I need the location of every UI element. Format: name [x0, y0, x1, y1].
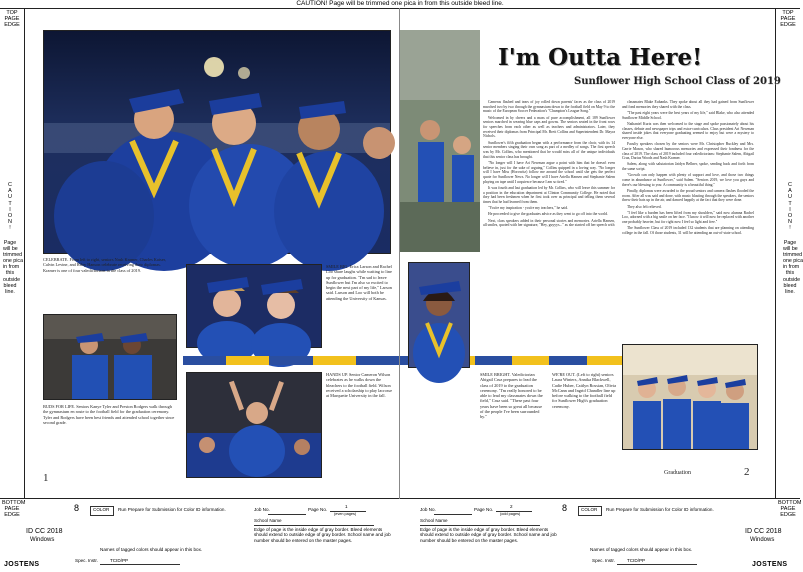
caption-celebrate: CELEBRATE. From left to right, seniors Nash Kramer, Charles Kaiser, Calvin Levine, and Riley Hanson celebrate receiving their diplomas. Kramer is one of four valedictorians in the class of 2019. — [43, 257, 166, 273]
jostens-logo-left: JOSTENS — [4, 561, 40, 568]
photo-were-out — [622, 344, 758, 450]
story-paragraph: classmates Blake Eubanks. They spoke about all they had gained from Sunflower and fond memories they shared with the class. — [622, 100, 754, 109]
form-left-spec-label: Spec. Instr. — [75, 558, 98, 563]
story-paragraph: Finally, diplomas were awarded to the proud seniors and camera flashes flooded the room. After all was said and done, with music blasting through the speakers, the seniors threw their hats up in the air, and danced happily at the fact that they were done. — [622, 188, 754, 203]
bottom-page-edge-left: BOTTOM PAGE EDGE — [2, 500, 26, 519]
story-paragraph: Next, class speakers added in their personal stories and memories. Ariella Hansen, all smiles, quoted with her signature, "Hey, guyyys..." as she started off her speech with — [483, 218, 615, 228]
story-paragraph: They also felt relieved. — [627, 204, 662, 209]
form-left-color-label: COLOR — [93, 507, 110, 512]
bottom-page-edge-right: BOTTOM PAGE EDGE — [778, 500, 802, 519]
story-paragraph: "I feel like a burden has been lifted from my shoulders," said now alumna Rachel Loo, adorned with a big smile on her face. "I know it will now be replaced with another one probably heavier, but for right now I feel so light and free." — [622, 210, 754, 225]
jostens-logo-right: JOSTENS — [752, 561, 788, 568]
top-bleed-line — [0, 8, 800, 9]
story-paragraph: Salem, along with salutatorian Jaidyn Bellner, spoke, sending back and forth from the same script. — [622, 162, 754, 172]
form-right-school-field — [420, 525, 540, 526]
photo-hands-up — [186, 372, 322, 478]
form-right-prepare-note: Run Prepare for Submission for Color ID information. — [606, 507, 714, 512]
story-paragraph: Cameras flashed and tears of joy rolled down parents' faces as the class of 2019 marched two by two through the gymnasium down to the football field on May 9 to the music of the European Soccer Federation's "Champion's League Song." — [483, 100, 615, 114]
story-column-2 — [622, 100, 754, 237]
caution-vertical-left: C A U T I O N ! — [7, 182, 13, 232]
photo-smile-big — [186, 264, 322, 348]
form-right-spec-label: Spec. Instr. — [592, 558, 615, 563]
trim-note-right: Page will be trimmed one pica in from this outside bleed line. — [783, 240, 803, 295]
photo-smile-big-graphic — [187, 265, 321, 347]
caution-banner: CAUTION! Page will be trimmed one pica in from this outside bleed line. — [296, 0, 504, 7]
story-paragraph: Sunflower's fifth graduation began with a performance from the choir, with its 14 senior members singing their own song as part of a medley of songs. The first speech was by Mr. Collins, who mentioned that he would miss all of the unique individuals that this senior class has brought. — [483, 140, 615, 159]
form-left-job-no-field — [268, 514, 306, 515]
form-left-id-version: ID CC 2018 — [26, 528, 63, 535]
form-right-job-no-field — [434, 514, 472, 515]
caption-smile-big: SMILE BIG. Erica Larson and Rachel Loo share laughs while waiting to line up for graduation. "I'm sad to leave Sunflower but I'm also so excited to begin the next part of my life," Larson said. Larson and Loo will both be attending the University of Kansas. — [326, 264, 392, 301]
form-left-job-no-label: Job No. — [254, 507, 270, 512]
form-right-spec-field — [617, 564, 697, 565]
form-right-tcidpp: TCID/PP — [627, 558, 646, 563]
form-right-job-no-label: Job No. — [420, 507, 436, 512]
caption-buds-for-life: BUDS FOR LIFE. Seniors Kanye Tyler and Preston Rodgers walk through the gymnasium en route to the football field for the graduation ceremony. Tyler and Rodgers have been best friends and attended school together since second grade. — [43, 404, 175, 425]
photo-smile-bright-graphic — [409, 263, 469, 367]
folio-right: 2 — [744, 466, 750, 478]
bottom-trim-line — [0, 498, 800, 499]
form-right-even-odd: (odd pages) — [500, 512, 521, 516]
form-right-school-name-label: School Name — [420, 518, 448, 523]
accent-band-left — [183, 356, 399, 365]
story-paragraph: Faculty speakers chosen by the seniors were Mr. Christopher Buckley and Mrs. Carrie Mason, who shared humorous memories and expressed their fondness for the class of 2019. The class of 2019 included four valedictorians: Stephanie Salem, Abigail Cruz, Darius Woods and Nash Kramer. — [622, 142, 754, 161]
story-paragraph: The Sunflower Class of 2019 included 132 students that are planning on attending college in the fall. Of those students, 31 will be attending an out-of-state school. — [622, 226, 754, 236]
form-left-page-number: 8 — [74, 503, 80, 513]
photo-smile-bright — [408, 262, 470, 368]
trim-note-left: Page will be trimmed one pica in from this outside bleed line. — [3, 240, 24, 295]
form-left-tcidpp: TCID/PP — [110, 558, 129, 563]
photo-crowd-background — [400, 30, 480, 252]
form-right-page-number: 8 — [562, 503, 568, 513]
story-paragraph: "You're my inspiration - you're my teachers," he said. — [488, 206, 569, 211]
story-paragraph: "No longer will I have Ari Newman argue a point with him that he doesn't even believe in, just for the sake of arguing," Collins quipped in a loving way. "No longer will I have Miss (Horowitz) follow me around the school until she gets the perfect quote for Sunflower News. No longer will I have Ariella Hansen and Stephanie Salem playing on tape until I acquiesce because I am so tired." — [483, 160, 615, 184]
form-right-tagged-note: Names of tagged colors should appear in this box. — [590, 547, 693, 552]
section-label: Graduation — [664, 470, 691, 476]
caution-vertical-right: C A U T I O N ! — [787, 182, 793, 232]
photo-hands-up-graphic — [187, 373, 321, 477]
form-left-page-value: 1 — [345, 504, 348, 509]
form-left-school-name-label: School Name — [254, 518, 282, 523]
folio-left: 1 — [43, 472, 49, 484]
page-title: I'm Outta Here! — [498, 44, 703, 71]
photo-were-out-graphic — [623, 345, 757, 449]
story-paragraph: "Growth can only happen with plenty of support and love, and those two things come in abundance at Sunflower," said Salem. "Seniors 2019, we love you guys and there's our blessing to you: A community is a beautiful thing." — [622, 173, 754, 187]
form-right-page-value: 2 — [510, 504, 513, 509]
left-trim-line — [24, 8, 25, 499]
top-page-edge-right: TOP PAGE EDGE — [780, 10, 796, 29]
form-left-prepare-note: Run Prepare for Submission for Color ID information. — [118, 507, 226, 512]
form-left-os: Windows — [30, 537, 55, 543]
form-left-spec-field — [100, 564, 180, 565]
form-right-id-version: ID CC 2018 — [745, 528, 782, 535]
form-right-os: Windows — [750, 537, 775, 543]
caption-hands-up: HANDS UP. Senior Cameron Wilson celebrates as he walks down the bleachers to the football field. Wilson received a scholarship to play lacrosse at Marquette University in the fall. — [326, 372, 392, 399]
page-subtitle: Sunflower High School Class of 2019 — [574, 76, 781, 87]
form-right-bleed-note: Edge of page is the inside edge of gray border. Bleed elements should extend to outside edge of gray border. School name and job number should be entered on the master pages. — [420, 527, 557, 543]
form-left-school-field — [254, 525, 374, 526]
story-column-1 — [483, 100, 615, 230]
caption-were-out: WE'RE OUT. (Left to right) seniors Laura Winters, Annika Blackwell, Cadie Huber, Caitlyn Rossian, Olivia McCann and Ingrid Chandler line up before walking to the football field for Sunflower High's graduation ceremony. — [552, 372, 617, 409]
story-paragraph: Welcomed in by cheers and a mass of pure accomplishment, all 189 Sunflower seniors marched in wearing blue caps and gowns. The seniors seated in the front rows for speeches from each other as well as teachers and administrators. Later, they received their diplomas from Principal Mr. Brett Collins and Superintendent Dr. Mayra Nichols. — [483, 115, 615, 139]
form-right-page-no-label: Page No. — [474, 507, 494, 512]
form-left-even-odd: (even pages) — [334, 512, 357, 516]
caption-smile-bright: SMILE BRIGHT. Valedictorian Abigail Cruz prepares to lead the class of 2019 to the graduation ceremony. "I'm really honored to be able to lead my classmates down the field," Cruz said. "These past four years have been so great all because of the people I've been surrounded by." — [480, 372, 543, 420]
photo-crowd-graphic — [400, 30, 480, 252]
form-left-bleed-note: Edge of page is the inside edge of gray border. Bleed elements should extend to outside edge of gray border. School name and job number should be entered on the master pages. — [254, 527, 391, 543]
form-left-page-no-label: Page No. — [308, 507, 328, 512]
hero-photo-celebrate — [43, 30, 391, 254]
photo-buds-for-life — [43, 314, 177, 400]
story-paragraph: He proceeded to give the graduates advice as they went to go off into the world. — [488, 212, 608, 217]
top-page-edge-left: TOP PAGE EDGE — [4, 10, 20, 29]
story-paragraph: Nathaniel Kurtz was then welcomed to the stage and spoke passionately about his classes, debate and newspaper trips and extra-curriculars. Class president Ari Newman shared inside jokes that everyone graduating seemed to enjoy but were a mystery to everyone else. — [622, 121, 754, 140]
story-paragraph: It was fourth and last graduation led by Mr. Collins, who will leave this summer for a position in the education department at Clinton Community College. He noted that they had been freshmen when he first took over as principal and telling them several times that he had learned from them. — [483, 185, 615, 205]
photo-buds-graphic — [44, 315, 176, 399]
form-right-color-label: COLOR — [581, 507, 598, 512]
hero-photo-graphic — [44, 31, 390, 253]
story-paragraph: "The past eight years were the best years of my life," said Blake, who also attended Sunflower Middle School. — [622, 110, 754, 120]
form-left-tagged-note: Names of tagged colors should appear in this box. — [100, 547, 203, 552]
